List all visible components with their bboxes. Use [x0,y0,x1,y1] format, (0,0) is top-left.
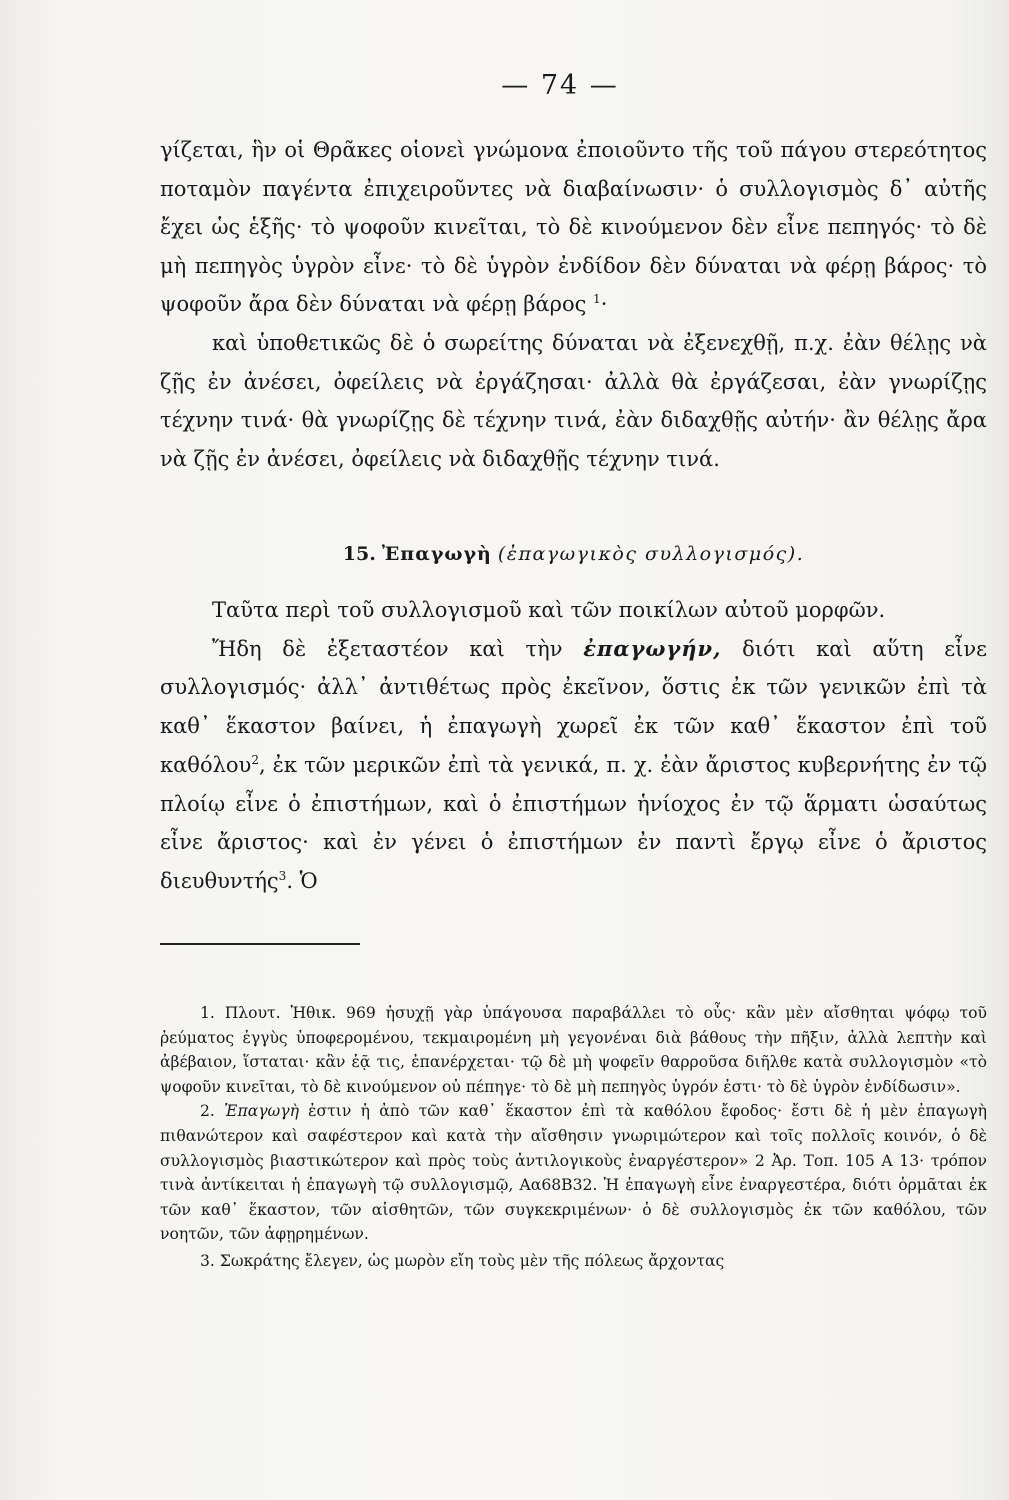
footnote-2 [160,1099,987,1247]
lower-paragraph-2-end: . Ὁ [286,868,318,893]
upper-paragraph-1 [160,131,987,324]
upper-text-block [160,131,987,478]
lower-paragraph-1: Ταῦτα περὶ τοῦ συλλογισμοῦ καὶ τῶν ποικίλων αὐτοῦ μορφῶν. [212,598,886,622]
section-subtitle: (ἐπαγωγικὸς συλλογισμός). [497,543,805,565]
page-number: — 74 — [501,70,619,101]
footnote-2-text: ἐστιν ἡ ἀπὸ τῶν καθ᾽ ἕκαστον ἐπὶ τὰ καθόλου ἔφοδος· ἔστι δὲ ἡ μὲν ἐπαγωγὴ πιθανώτερον καὶ σαφέστερον καὶ κατὰ τὴν αἴσθησιν γνωριμώτερον καὶ τοῖς πολλοῖς κοινόν, ὁ δὲ συλλογισμὸς βιαστικώτερον καὶ πρὸς τοὺς ἀντιλογικοὺς ἐναργέστερον» 2 Ἀρ. Τοπ. 105 Α 13· τρόπον τινὰ ἀντίκειται ἡ ἐπαγωγὴ τῷ συλλογισμῷ, Αα68Β32. Ἡ ἐπαγωγὴ εἶνε ἐναργεστέρα, διότι ὁρμᾶται ἐκ τῶν καθ᾽ ἕκαστον, τῶν αἰσθητῶν, τῶν συγκεκριμένων· ὁ δὲ συλλογισμὸς ἐκ τῶν καθόλου, τῶν νοητῶν, τῶν ἀφῃρημένων. [160,1102,987,1244]
footnote-3: 3. Σωκράτης ἔλεγεν, ὡς μωρὸν εἴη τοὺς μὲν τῆς πόλεως ἄρχοντας [200,1251,725,1270]
section-title: Ἐπαγωγὴ [381,543,492,565]
lower-text-block [160,591,987,901]
footnote-2-term: Ἐπαγωγὴ [224,1102,299,1121]
upper-paragraph-1-end: · [600,292,608,317]
upper-paragraph-2: καὶ ὑποθετικῶς δὲ ὁ σωρείτης δύναται νὰ ἐξενεχθῇ, π.χ. ἐὰν θέλῃς νὰ ζῇς ἐν ἀνέσει, ὀφείλεις νὰ ἐργάζησαι· ἀλλὰ θὰ ἐργάζεσαι, ἐὰν γνωρίζῃς τέχνην τινά· θὰ γνωρίζῃς δὲ τέχνην τινά, ἐὰν διδαχθῇς αὐτήν· ἂν θέλῃς ἄρα νὰ ζῇς ἐν ἀνέσει, ὀφείλεις νὰ διδαχθῇς τέχνην τινά. [160,330,987,471]
section-number: 15. [342,543,376,565]
lower-paragraph-2 [160,630,987,901]
lower-paragraph-2-continued: , ἐκ τῶν μερικῶν ἐπὶ τὰ γενικά, π. χ. ἐὰν ἄριστος κυβερνήτης ἐν τῷ πλοίῳ εἶνε ὁ ἐπιστήμων, καὶ ὁ ἐπιστήμων ἡνίοχος ἐν τῷ ἅρματι ὡσαύτως εἶνε ἄριστος· καὶ ἐν γένει ὁ ἐπιστήμων ἐν παντὶ ἔργῳ εἶνε ὁ ἄριστος διευθυντής [160,752,987,893]
footnote-divider [160,943,360,945]
lower-paragraph-2-middle: διότι καὶ αὕτη εἶνε συλλογισμός· ἀλλ᾽ ἀντιθέτως πρὸς ἐκεῖνον, ὅστις ἐκ τῶν γενικῶν ἐπὶ τὰ καθ᾽ ἕκαστον βαίνει, ἡ ἐπαγωγὴ χωρεῖ ἐκ τῶν καθ᾽ ἕκαστον ἐπὶ τοῦ καθόλου [160,636,987,777]
footnote-1: 1. Πλουτ. Ἠθικ. 969 ἡσυχῇ γὰρ ὑπάγουσα παραβάλλει τὸ οὖς· κἂν μὲν αἴσθηται ψόφῳ τοῦ ῥεύματος ἐγγὺς ὑποφερομένου, τεκμαιρομένη μὴ γεγονέναι διὰ βάθους τὴν πῆξιν, ἀλλὰ λεπτὴν καὶ ἀβέβαιον, ἵσταται· κἂν ἐᾷ τις, ἐπανέρχεται· τῷ δὲ μὴ ψοφεῖν θαρροῦσα διῆλθε κατὰ συλλογισμὸν «τὸ ψοφοῦν κινεῖται, τὸ δὲ κινούμενον οὐ πέπηγε· τὸ δὲ μὴ πεπηγὸς ὑγρόν ἐστι· τὸ δὲ ὑγρὸν ἐνδίδωσιν». [160,1004,987,1096]
lower-paragraph-2-start: Ἤδη δὲ ἐξεταστέον καὶ τὴν [212,636,563,661]
section-heading [160,540,987,568]
footnote-ref-3: 3 [278,868,287,883]
footnote-ref-1: 1 [593,292,601,307]
upper-paragraph-1-text: γίζεται, ἣν οἱ Θρᾶκες οἱονεὶ γνώμονα ἐποιοῦντο τῆς τοῦ πάγου στερεότητος ποταμὸν παγέντα ἐπιχειροῦντες νὰ διαβαίνωσιν· ὁ συλλογισμὸς δ᾽ αὐτῆς ἔχει ὡς ἑξῆς· τὸ ψοφοῦν κινεῖται, τὸ δὲ κινούμενον δὲν εἶνε πεπηγός· τὸ δὲ μὴ πεπηγὸς ὑγρὸν εἶνε· τὸ δὲ ὑγρὸν ἐνδίδον δὲν δύναται νὰ φέρῃ βάρος· τὸ ψοφοῦν ἄρα δὲν δύναται νὰ φέρῃ βάρος [160,138,987,317]
footnotes [160,1001,987,1274]
footnote-ref-2: 2 [251,752,259,767]
footnote-2-number: 2. [200,1102,215,1121]
emphasized-term: ἐπαγωγήν, [583,635,722,661]
